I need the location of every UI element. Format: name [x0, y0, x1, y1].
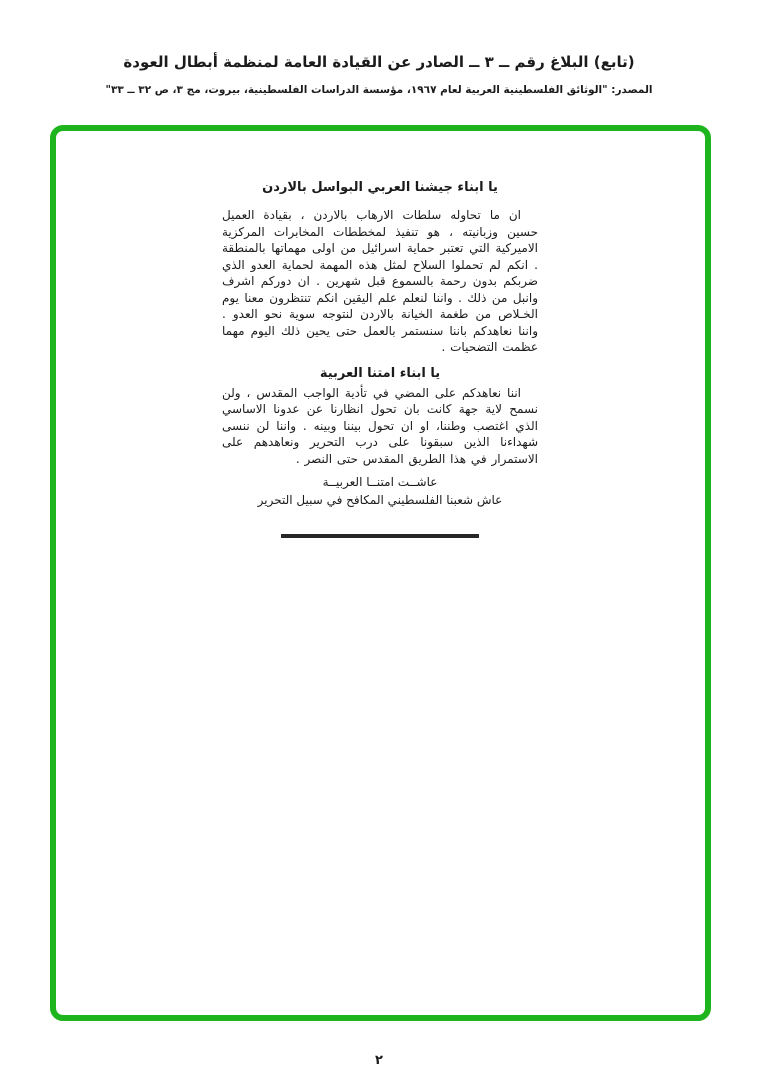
closing-slogan-2: عاش شعبنا الفلسطيني المكافح في سبيل التحرير	[257, 492, 503, 507]
section-1-heading: يا ابناء جيشنا العربي البواسل بالاردن	[262, 180, 498, 195]
closing-slogans	[222, 474, 538, 509]
section-2-heading: يا ابناء امتنا العربية	[319, 365, 441, 381]
closing-slogan-1: عاشــت امتنــا العربيــة	[322, 475, 438, 489]
section-2-paragraph: اننا نعاهدكم على المضي في تأدية الواجب المقدس ، ولن نسمح لاية جهة كانت بان تحول انظارنا عن عدونا الاساسي الذي اغتصب وطننا، او ان تحول بيننا وبينه . واننا لن ننسى شهداءنا الذين سبقونا على درب التحرير ونعاهدهم على الاستمرار في هذا الطريق المقدس حتى النصر .	[222, 385, 538, 466]
communique-title: (تابع) البلاغ رقم ــ ٣ ــ الصادر عن القيادة العامة لمنظمة أبطال العودة	[123, 53, 635, 71]
source-citation: المصدر: "الوثائق الفلسطينية العربية لعام ١٩٦٧، مؤسسة الدراسات الفلسطينية، بيروت، مج ٣، ص ٣٢ ــ ٣٣"	[105, 84, 653, 96]
section-1-paragraph: ان ما تحاوله سلطات الارهاب بالاردن ، بقيادة العميل حسين وزبانيته ، هو تنفيذ لمخططات المخابرات المركزية الاميركية التي تعتبر حماية اسرائيل من اولى مهماتها بالمنطقة . انكم لم تحملوا السلاح لمثل هذه المهمة لحماية العدو الذي ضربكم بدون رحمة بالسموع قبل شهرين . ان دوركم اشرف وانبل من ذلك . واننا لنعلم علم اليقين انكم تنتظرون معنا يوم الخـلاص من طغمة الخيانة بالاردن لنتوجه سوية نحو العدو . واننا نعاهدكم باننا سنستمر بالعمل حتى يحين ذلك اليوم مهما عظمت التضحيات .	[222, 208, 538, 354]
page-number: ٢	[375, 1053, 383, 1068]
document-body	[222, 179, 538, 538]
page-header	[0, 52, 758, 97]
end-divider-rule	[281, 534, 479, 538]
